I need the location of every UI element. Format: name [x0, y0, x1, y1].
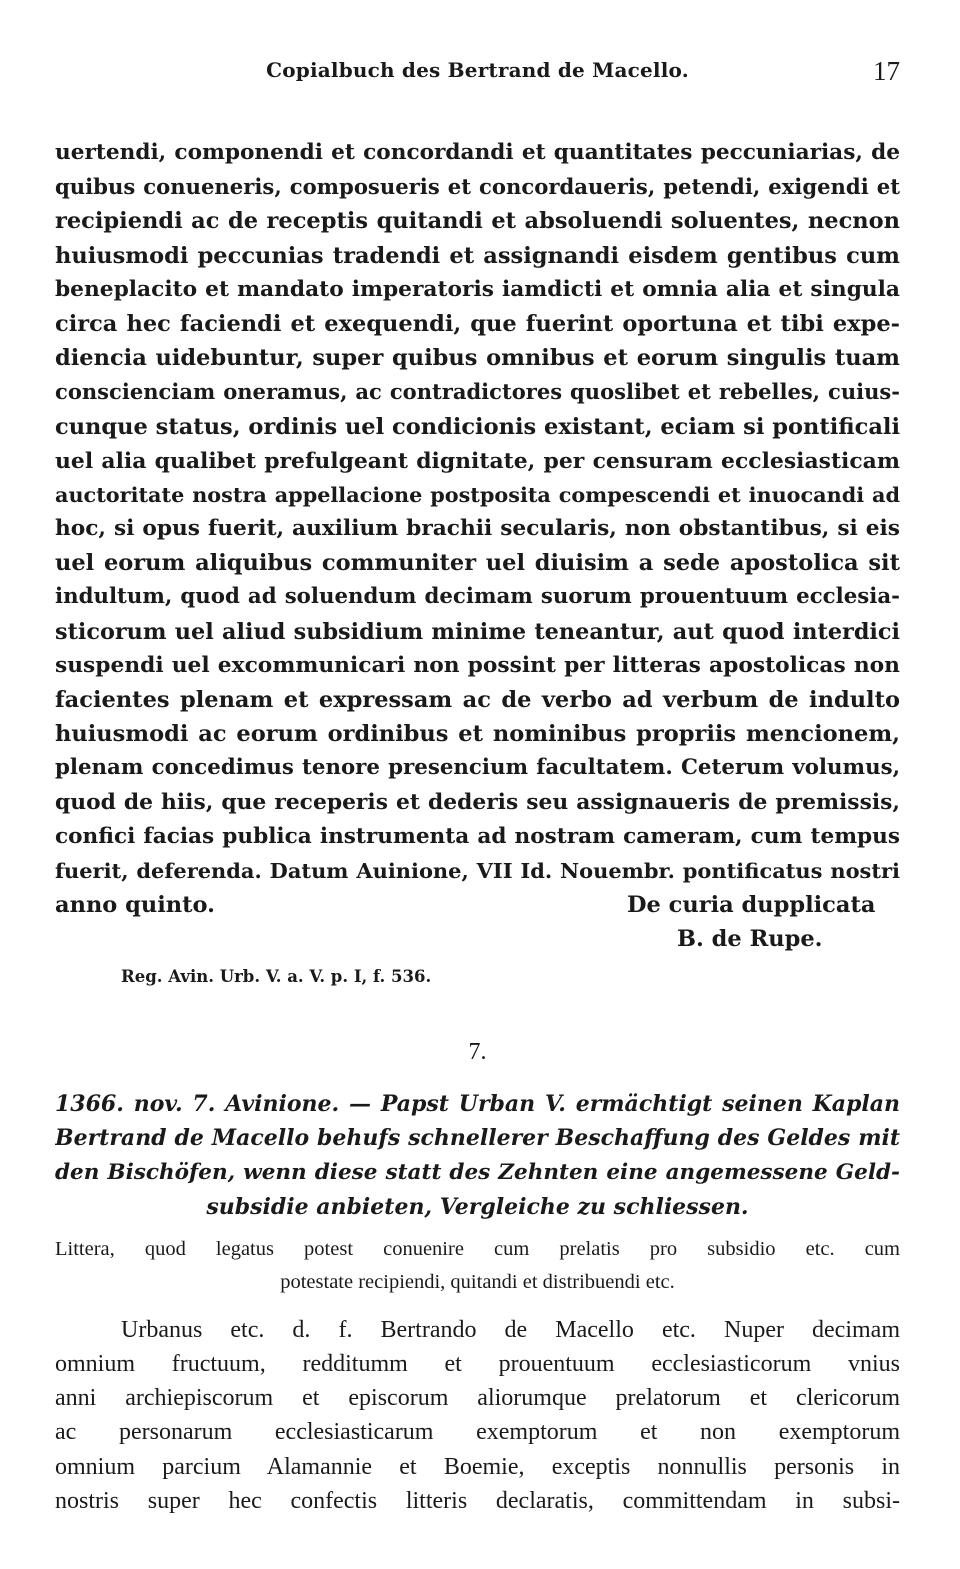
text-line: cunque status, ordinis uel condicionis existant, eciam si pontificali [55, 413, 900, 440]
document-6-text [55, 136, 900, 888]
text-line: circa hec faciendi et exequendi, que fuerint oportuna et tibi expe- [55, 310, 900, 337]
text-line: ac personarum ecclesiasticarum exemptorum et non exemptorum [55, 1419, 900, 1446]
text-line: uel eorum aliquibus communiter uel diuisim a sede apostolica sit [55, 550, 900, 577]
text-line: auctoritate nostra appellacione postposita compescendi et inuocandi ad [55, 481, 900, 507]
source-reference: Reg. Avin. Urb. V. a. V. p. I, f. 536. [121, 966, 432, 986]
page-number: 17 [873, 56, 900, 86]
closing-row [55, 888, 900, 922]
headnote-line: den Bischöfen, wenn diese statt des Zehnten eine angemessene Geld- [55, 1159, 900, 1185]
text-line: conscienciam oneramus, ac contradictores quoslibet et rebelles, cuius- [55, 379, 900, 405]
text-line: omnium fructuum, redditumm et prouentuum ecclesiasticorum vnius [55, 1350, 900, 1377]
text-line: omnium parcium Alamannie et Boemie, exceptis nonnullis personis in [55, 1453, 900, 1480]
rubric-line: potestate recipiendi, quitandi et distribuendi etc. [280, 1270, 675, 1293]
headnote-line: subsidie anbieten, Vergleiche zu schliessen. [206, 1194, 749, 1220]
text-line: Urbanus etc. d. f. Bertrando de Macello etc. Nuper decimam [121, 1316, 900, 1343]
text-line: hoc, si opus fuerit, auxilium brachii secularis, non obstantibus, si eis [55, 516, 900, 542]
text-line: nostris super hec confectis litteris declaratis, committendam in subsi- [55, 1487, 900, 1514]
document-number: 7. [468, 1038, 487, 1065]
document-headnote [55, 1087, 900, 1225]
text-line: uel alia qualibet prefulgeant dignitate, per censuram ecclesiasticam [55, 447, 900, 474]
text-line: confici facias publica instrumenta ad nostram cameram, cum tempus [55, 823, 900, 849]
signature-row [55, 922, 900, 956]
headnote-line: Bertrand de Macello behufs schnellerer Beschaffung des Geldes mit [55, 1125, 900, 1151]
text-line: indultum, quod ad soluendum decimam suorum prouentuum ecclesia- [55, 584, 900, 610]
text-line: diencia uidebuntur, super quibus omnibus et eorum singulis tuam [55, 345, 900, 372]
running-title: Copialbuch des Bertrand de Macello. [266, 58, 689, 82]
text-line: uertendi, componendi et concordandi et quantitates peccuniarias, de [55, 140, 900, 165]
scribe-signature: B. de Rupe. [677, 926, 823, 953]
document-7-text [55, 1313, 900, 1519]
headnote-line: 1366. nov. 7. Avinione. — Papst Urban V. ermächtigt seinen Kaplan [55, 1090, 900, 1117]
text-line: sticorum uel aliud subsidium minime teneantur, aut quod interdici [55, 618, 900, 645]
text-line: huiusmodi ac eorum ordinibus et nominibus propriis mencionem, [55, 721, 900, 748]
text-line: huiusmodi peccunias tradendi et assignandi eisdem gentibus cum [55, 242, 900, 269]
book-page [55, 50, 900, 1518]
running-head [55, 50, 900, 90]
document-rubric [55, 1233, 900, 1299]
text-line: recipiendi ac de receptis quitandi et absoluendi soluentes, necnon [55, 208, 900, 235]
text-line: plenam concedimus tenore presencium facultatem. Ceterum volumus, [55, 755, 900, 781]
text-line: anni archiepiscorum et episcorum aliorumque prelatorum et clericorum [55, 1385, 900, 1412]
text-line: quibus conueneris, composueris et concordaueris, petendi, exigendi et [55, 174, 900, 200]
text-line: facientes plenam et expressam ac de verbo ad verbum de indulto [55, 687, 900, 713]
chancery-note: De curia dupplicata [627, 892, 876, 919]
dating-end: anno quinto. [55, 892, 215, 919]
text-line: fuerit, deferenda. Datum Auinione, VII Id. Nouembr. pontificatus nostri [55, 857, 900, 883]
rubric-line: Littera, quod legatus potest conuenire cum prelatis pro subsidio etc. cum [55, 1237, 900, 1260]
text-line: quod de hiis, que receperis et dederis seu assignaueris de premissis, [55, 789, 900, 815]
text-line: beneplacito et mandato imperatoris iamdicti et omnia alia et singula [55, 276, 900, 302]
text-line: suspendi uel excommunicari non possint per litteras apostolicas non [55, 652, 900, 678]
